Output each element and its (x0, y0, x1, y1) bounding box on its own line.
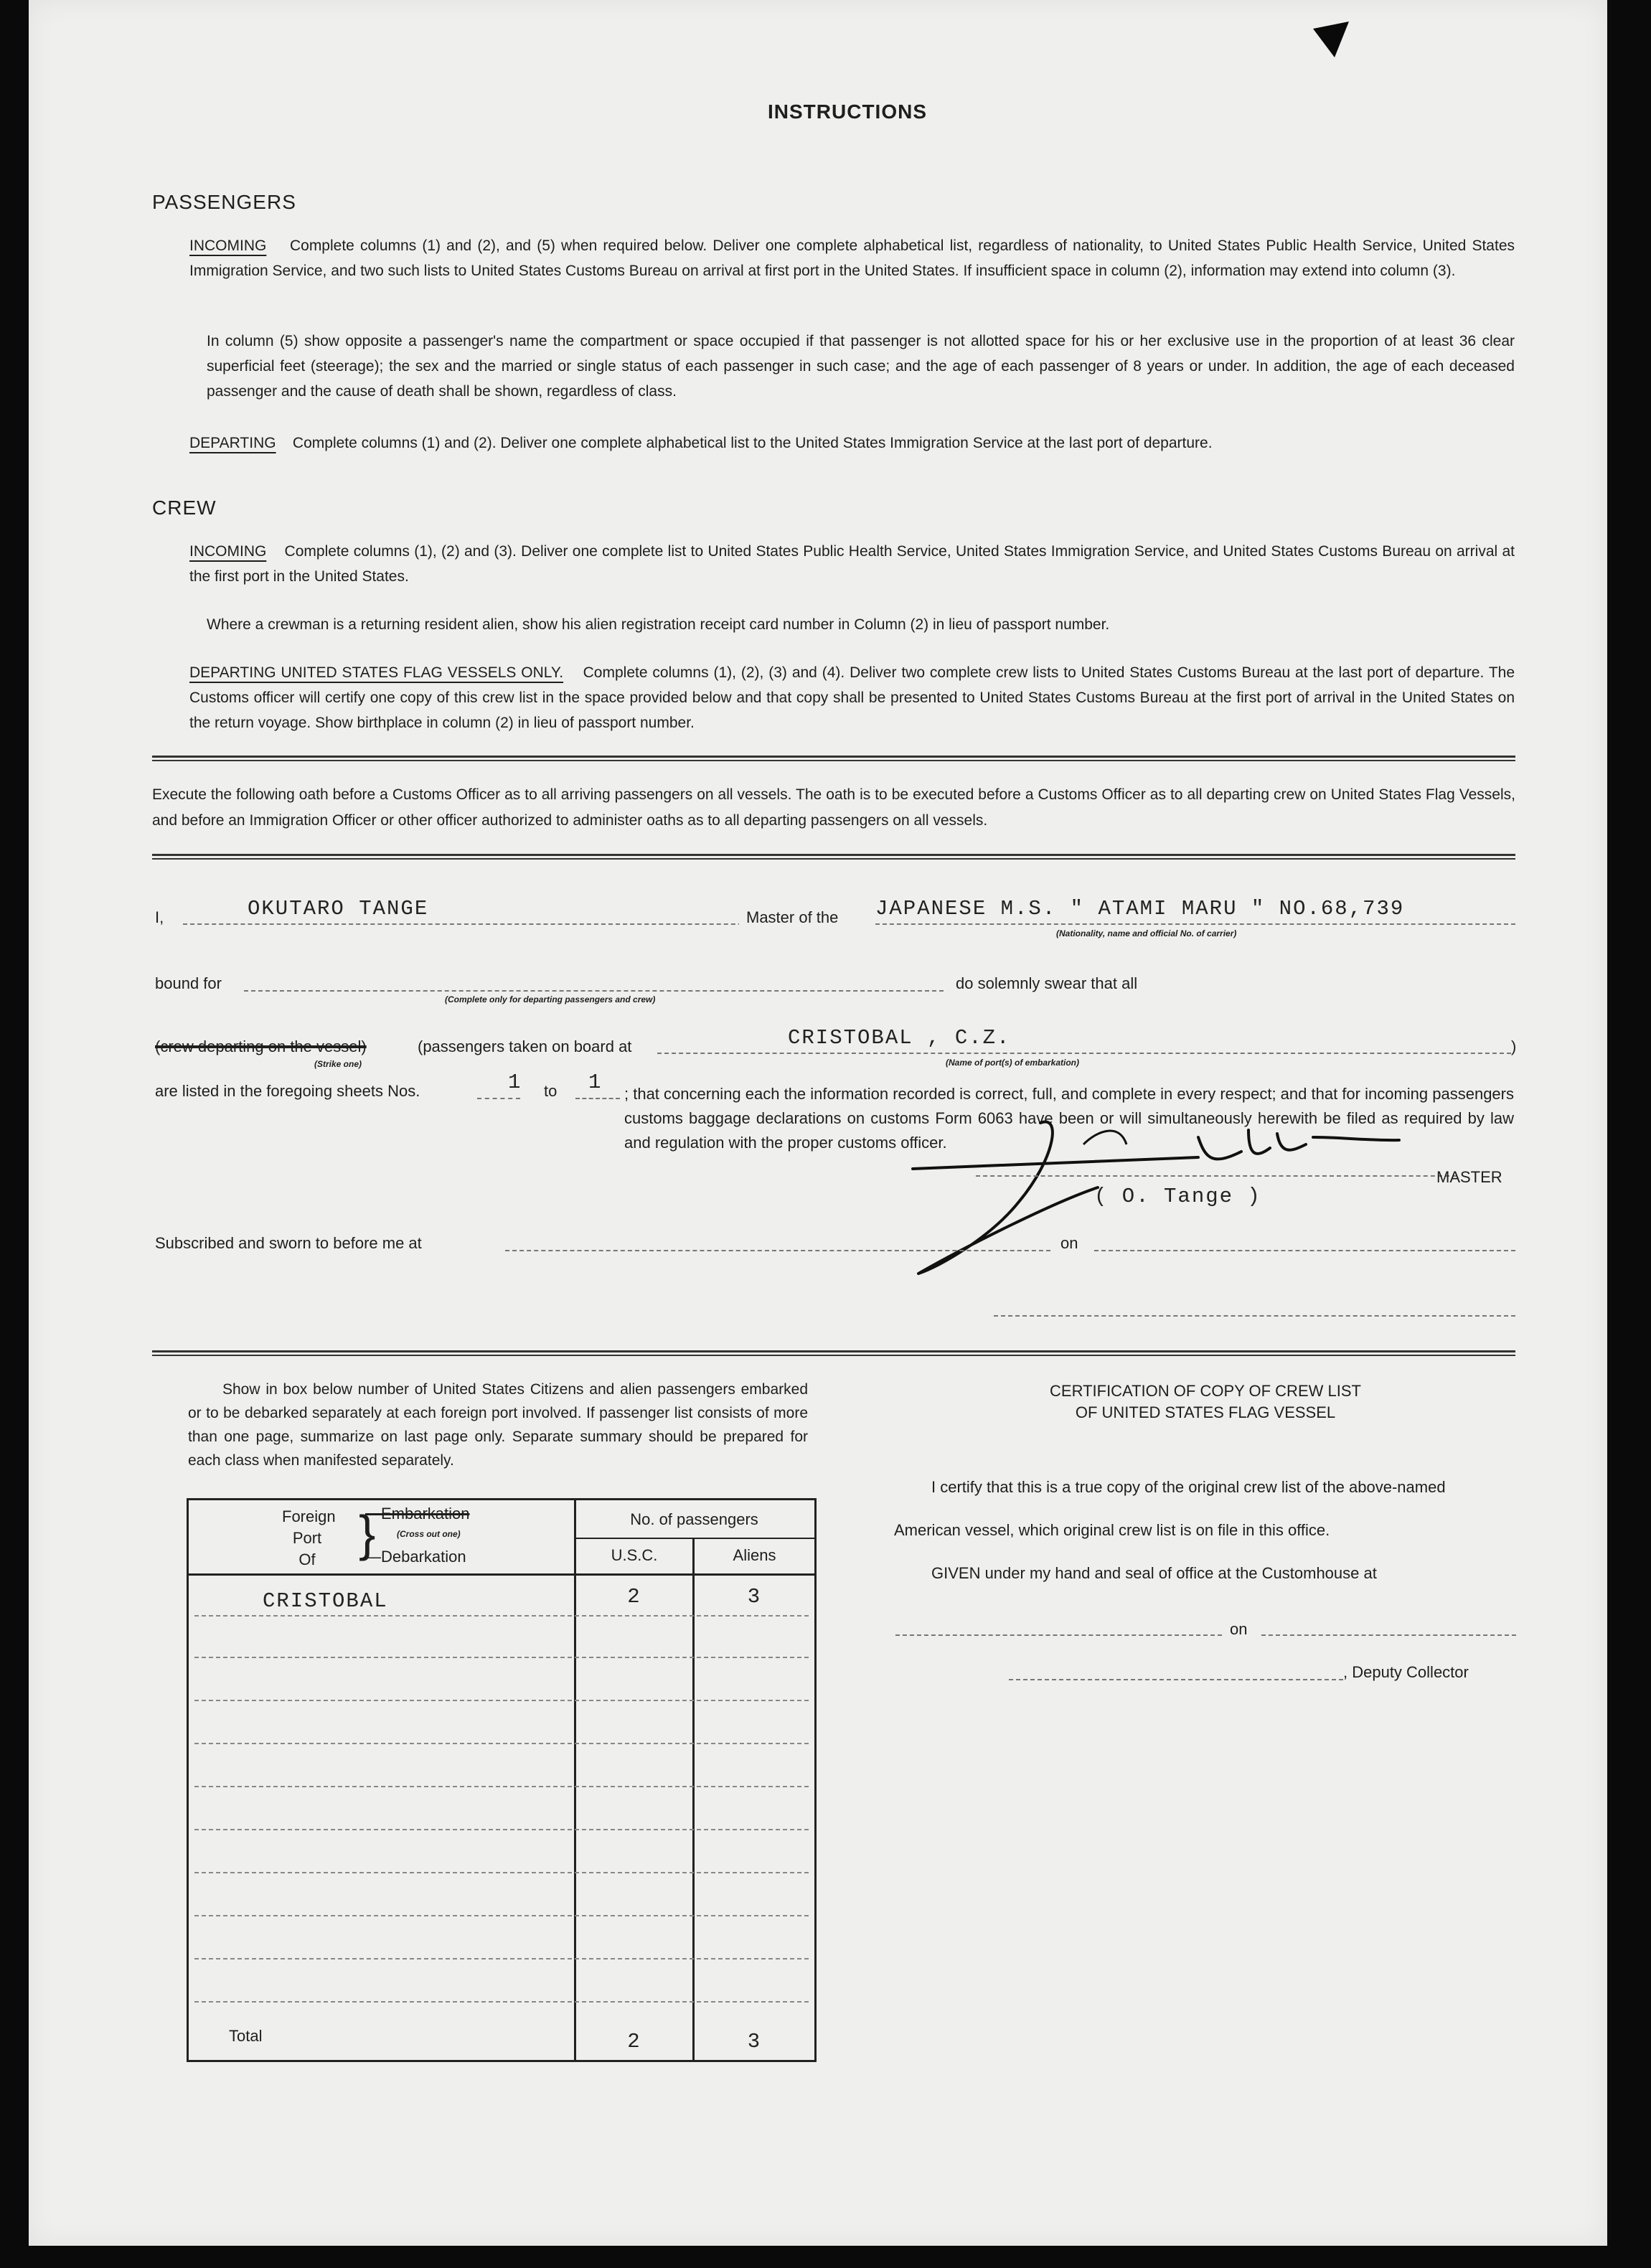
debarkation-label: —Debarkation (365, 1548, 466, 1566)
usc-column-header: U.S.C. (611, 1546, 658, 1564)
master-signature-line (976, 1175, 1457, 1177)
total-aliens: 3 (747, 2030, 762, 2053)
row-aliens: 3 (747, 1585, 762, 1609)
vessel-line (875, 923, 1515, 925)
sheet-to-line (575, 1098, 620, 1099)
master-label: MASTER (1436, 1168, 1502, 1186)
signature-typed-name: ( O. Tange ) (1094, 1185, 1261, 1208)
row-usc: 2 (627, 1585, 641, 1609)
vessel-name: JAPANESE M.S. " ATAMI MARU " NO.68,739 (875, 897, 1405, 921)
certification-on-label: on (1230, 1620, 1248, 1638)
crew-departing-paragraph (189, 660, 1515, 735)
swear-text: do solemnly swear that all (956, 974, 1138, 992)
usc-column-rule (574, 1500, 576, 2060)
subscribed-on-label: on (1060, 1234, 1078, 1252)
customhouse-line (895, 1634, 1222, 1636)
passengers-heading: PASSENGERS (152, 191, 296, 213)
to-label: to (544, 1082, 558, 1100)
aliens-column-header: Aliens (733, 1546, 776, 1564)
table-row-line (194, 1786, 809, 1787)
crew-incoming-label: INCOMING (189, 543, 267, 560)
master-name: OKUTARO TANGE (248, 897, 429, 921)
bound-for-label: bound for (155, 974, 222, 992)
certification-line-1: I certify that this is a true copy of the original crew list of the above-named (931, 1478, 1446, 1496)
total-usc: 2 (627, 2030, 641, 2053)
table-row-line (194, 2001, 809, 2003)
deputy-collector-label: , Deputy Collector (1343, 1663, 1469, 1681)
bound-for-caption: (Complete only for departing passengers and crew) (445, 994, 656, 1004)
no-passengers-rule (574, 1538, 814, 1539)
crew-heading: CREW (152, 497, 217, 519)
oath-i-label: I, (155, 908, 164, 926)
vessel-caption: (Nationality, name and official No. of carrier) (1056, 928, 1237, 938)
subscribed-place-line (505, 1250, 1050, 1251)
passengers-departing-label: DEPARTING (189, 435, 276, 451)
passengers-departing-text: Complete columns (1) and (2). Deliver one complete alphabetical list to the United States Immigration Service at the last port of departure. (292, 435, 1213, 451)
certification-date-line (1261, 1634, 1516, 1636)
port-caption: (Name of port(s) of embarkation) (946, 1058, 1080, 1068)
table-row-line (194, 1743, 809, 1744)
brace-symbol: } (359, 1505, 376, 1561)
table-row-line (194, 1615, 809, 1617)
master-of-label: Master of the (739, 908, 845, 927)
crew-resident-paragraph: Where a crewman is a returning resident alien, show his alien registration receipt card number in Column (2) in lieu of passport number. (207, 616, 1110, 633)
cross-out-caption: (Cross out one) (397, 1529, 461, 1539)
crew-incoming-paragraph (189, 539, 1515, 589)
listed-label: are listed in the foregoing sheets Nos. (155, 1082, 420, 1100)
passengers-incoming-text: Complete columns (1) and (2), and (5) when required below. Deliver one complete alphabetical list, regardless of nationality, to United States Public Health Service, United States Immigration Service, and two such lists to United States Customs Bureau on arrival at first port in the United States. If insufficient space in column (2), information may extend into column (3). (189, 237, 1515, 279)
row-port: CRISTOBAL (263, 1589, 388, 1613)
certify-text: ; that concerning each the information recorded is correct, full, and complete in every respect; and that for incoming passengers customs baggage declarations on customs Form 6063 have been or will simultaneously herewith be filed as required by law and regulation with the proper customs officer. (624, 1085, 1514, 1152)
instructions-title: INSTRUCTIONS (768, 100, 927, 123)
table-row-line (194, 1872, 809, 1873)
subscribed-date-line (1094, 1250, 1515, 1251)
port-embarkation: CRISTOBAL , C.Z. (788, 1026, 1011, 1050)
divider-2 (152, 854, 1515, 860)
certification-line-2: American vessel, which original crew list is on file in this office. (894, 1521, 1330, 1539)
close-paren: ) (1511, 1037, 1517, 1055)
table-row-line (194, 1657, 809, 1658)
passengers-departing-paragraph (189, 430, 1515, 456)
passengers-incoming-label: INCOMING (189, 237, 267, 254)
passenger-summary-table (187, 1498, 817, 2062)
document-page (29, 0, 1607, 2246)
table-row-line (194, 1700, 809, 1701)
crew-departing-text: Complete columns (1), (2), (3) and (4). Deliver two complete crew lists to United States Customs Bureau at the last port of departure. The Customs officer will certify one copy of this crew list in the space provided below and that copy shall be presented to United States Customs Bureau at the first port of arrival in the United States on the return voyage. Show birthplace in column (2) in lieu of passport number. (189, 664, 1515, 731)
deputy-signature-line (1009, 1679, 1343, 1680)
certification-line-3: GIVEN under my hand and seal of office at the Customhouse at (931, 1564, 1377, 1582)
sheet-from-line (477, 1098, 520, 1099)
summary-instructions: Show in box below number of United States Citizens and alien passengers embarked or to be debarked separately at each foreign port involved. If passenger list consists of more than one page, summarize on last page only. Separate summary should be prepared for each class when manifested separately. (188, 1381, 808, 1469)
passengers-incoming-paragraph (189, 233, 1515, 283)
header-bottom-rule (189, 1573, 814, 1576)
crew-departing-struck: (crew departing on the vessel) (155, 1037, 367, 1055)
table-row-line (194, 1829, 809, 1830)
table-row-line (194, 1958, 809, 1959)
master-name-line (183, 923, 757, 925)
total-label: Total (229, 2027, 263, 2045)
embarkation-label-struck: —Embarkation (365, 1505, 470, 1523)
certification-title: CERTIFICATION OF COPY OF CREW LIST OF UNITED STATES FLAG VESSEL (1050, 1382, 1361, 1421)
sheet-to: 1 (588, 1071, 603, 1094)
foreign-port-of-label: Foreign Port Of (282, 1507, 336, 1568)
officer-signature-line (994, 1315, 1515, 1317)
passengers-taken-text: (passengers taken on board at (418, 1037, 632, 1055)
sheet-from: 1 (508, 1071, 522, 1094)
divider-3 (152, 1350, 1515, 1356)
column5-paragraph: In column (5) show opposite a passenger's name the compartment or space occupied if that passenger is not allotted space for his or her exclusive use in the proportion of at least 36 clear superficial feet (steerage); the sex and the married or single status of each passenger in such case; and the age of each passenger of 8 years or under. In addition, the age of each deceased passenger and the cause of death shall be shown, regardless of class. (207, 333, 1515, 400)
bound-for-line (244, 990, 944, 992)
oath-intro: Execute the following oath before a Customs Officer as to all arriving passengers on all vessels. The oath is to be executed before a Customs Officer as to all departing crew on United States Flag Vessels, and before an Immigration Officer or other officer authorized to administer oaths as to all departing passengers on all vessels. (152, 786, 1515, 829)
divider-1 (152, 756, 1515, 761)
crew-incoming-text: Complete columns (1), (2) and (3). Deliver one complete list to United States Public Health Service, United States Immigration Service, and United States Customs Bureau on arrival at the first port in the United States. (189, 543, 1515, 585)
strike-caption: (Strike one) (314, 1059, 362, 1069)
subscribed-label: Subscribed and sworn to before me at (155, 1234, 422, 1252)
page-fold-mark (1313, 22, 1356, 65)
crew-departing-label: DEPARTING UNITED STATES FLAG VESSELS ONLY. (189, 664, 564, 681)
table-row-line (194, 1915, 809, 1916)
port-line (657, 1053, 1511, 1054)
no-passengers-label: No. of passengers (630, 1510, 758, 1528)
